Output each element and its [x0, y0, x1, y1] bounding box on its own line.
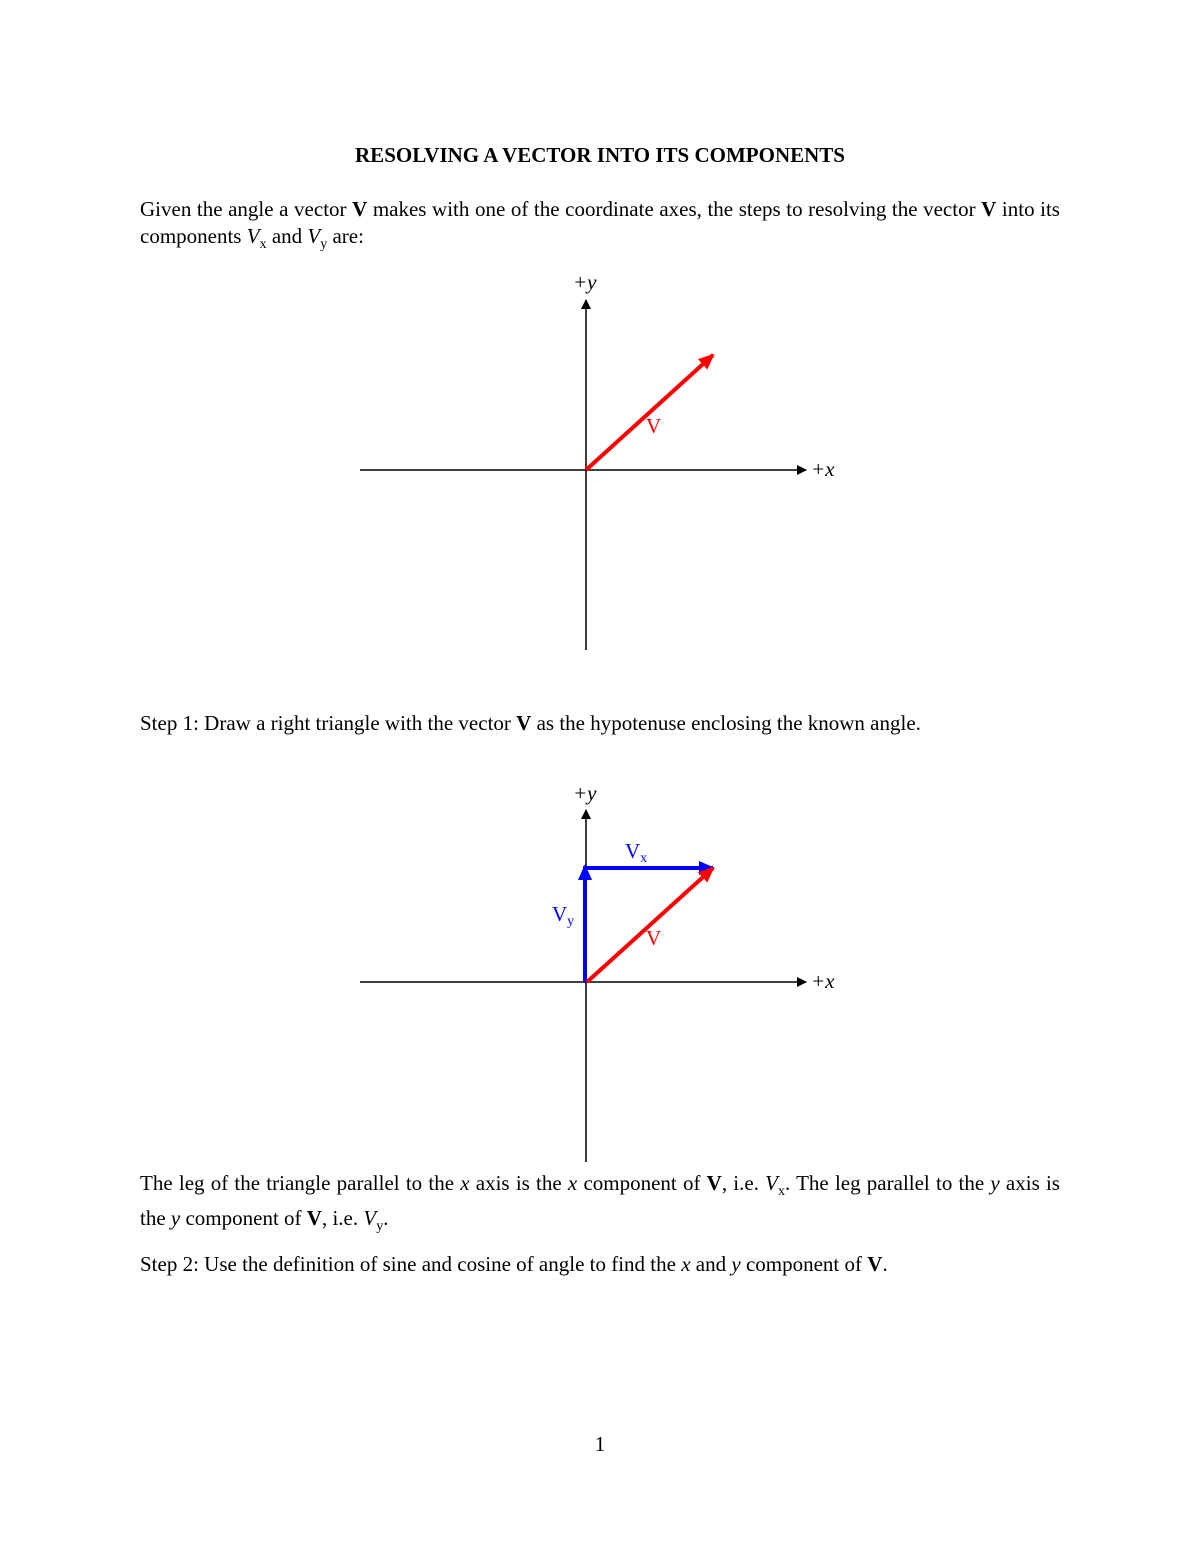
- x-axis-label: +x: [811, 969, 835, 993]
- step-2-paragraph: Step 2: Use the definition of sine and cosine of angle to find the x and y component of V.: [140, 1252, 888, 1276]
- x-axis-label: +x: [811, 457, 835, 481]
- y-axis-label: +y: [573, 781, 597, 805]
- component-triangle-diagram: [0, 775, 1200, 1175]
- page-number: 1: [594, 1432, 606, 1456]
- step-1-paragraph: Step 1: Draw a right triangle with the vector V as the hypotenuse enclosing the known angle.: [140, 711, 921, 735]
- vx-label: Vx: [625, 839, 648, 866]
- vector-diagram: [0, 260, 1200, 660]
- vector-v-label: V: [646, 926, 662, 950]
- intro-paragraph: Given the angle a vector V makes with one of the coordinate axes, the steps to resolving the vector V into its components $V_x$ and $V_y$ are:: [140, 197, 1060, 253]
- vy-label: Vy: [552, 902, 575, 929]
- page-title: RESOLVING A VECTOR INTO ITS COMPONENTS: [355, 143, 845, 167]
- vector-v-label: V: [646, 414, 662, 438]
- vector-v-arrow: [587, 868, 713, 982]
- y-axis-label: +y: [573, 270, 597, 294]
- components-paragraph: The leg of the triangle parallel to the x axis is the x component of V, i.e. $V_x$. The leg parallel to the y axis is the y component of V, i.e. $V_y$.: [140, 1171, 1060, 1235]
- vector-v-arrow: [586, 355, 713, 470]
